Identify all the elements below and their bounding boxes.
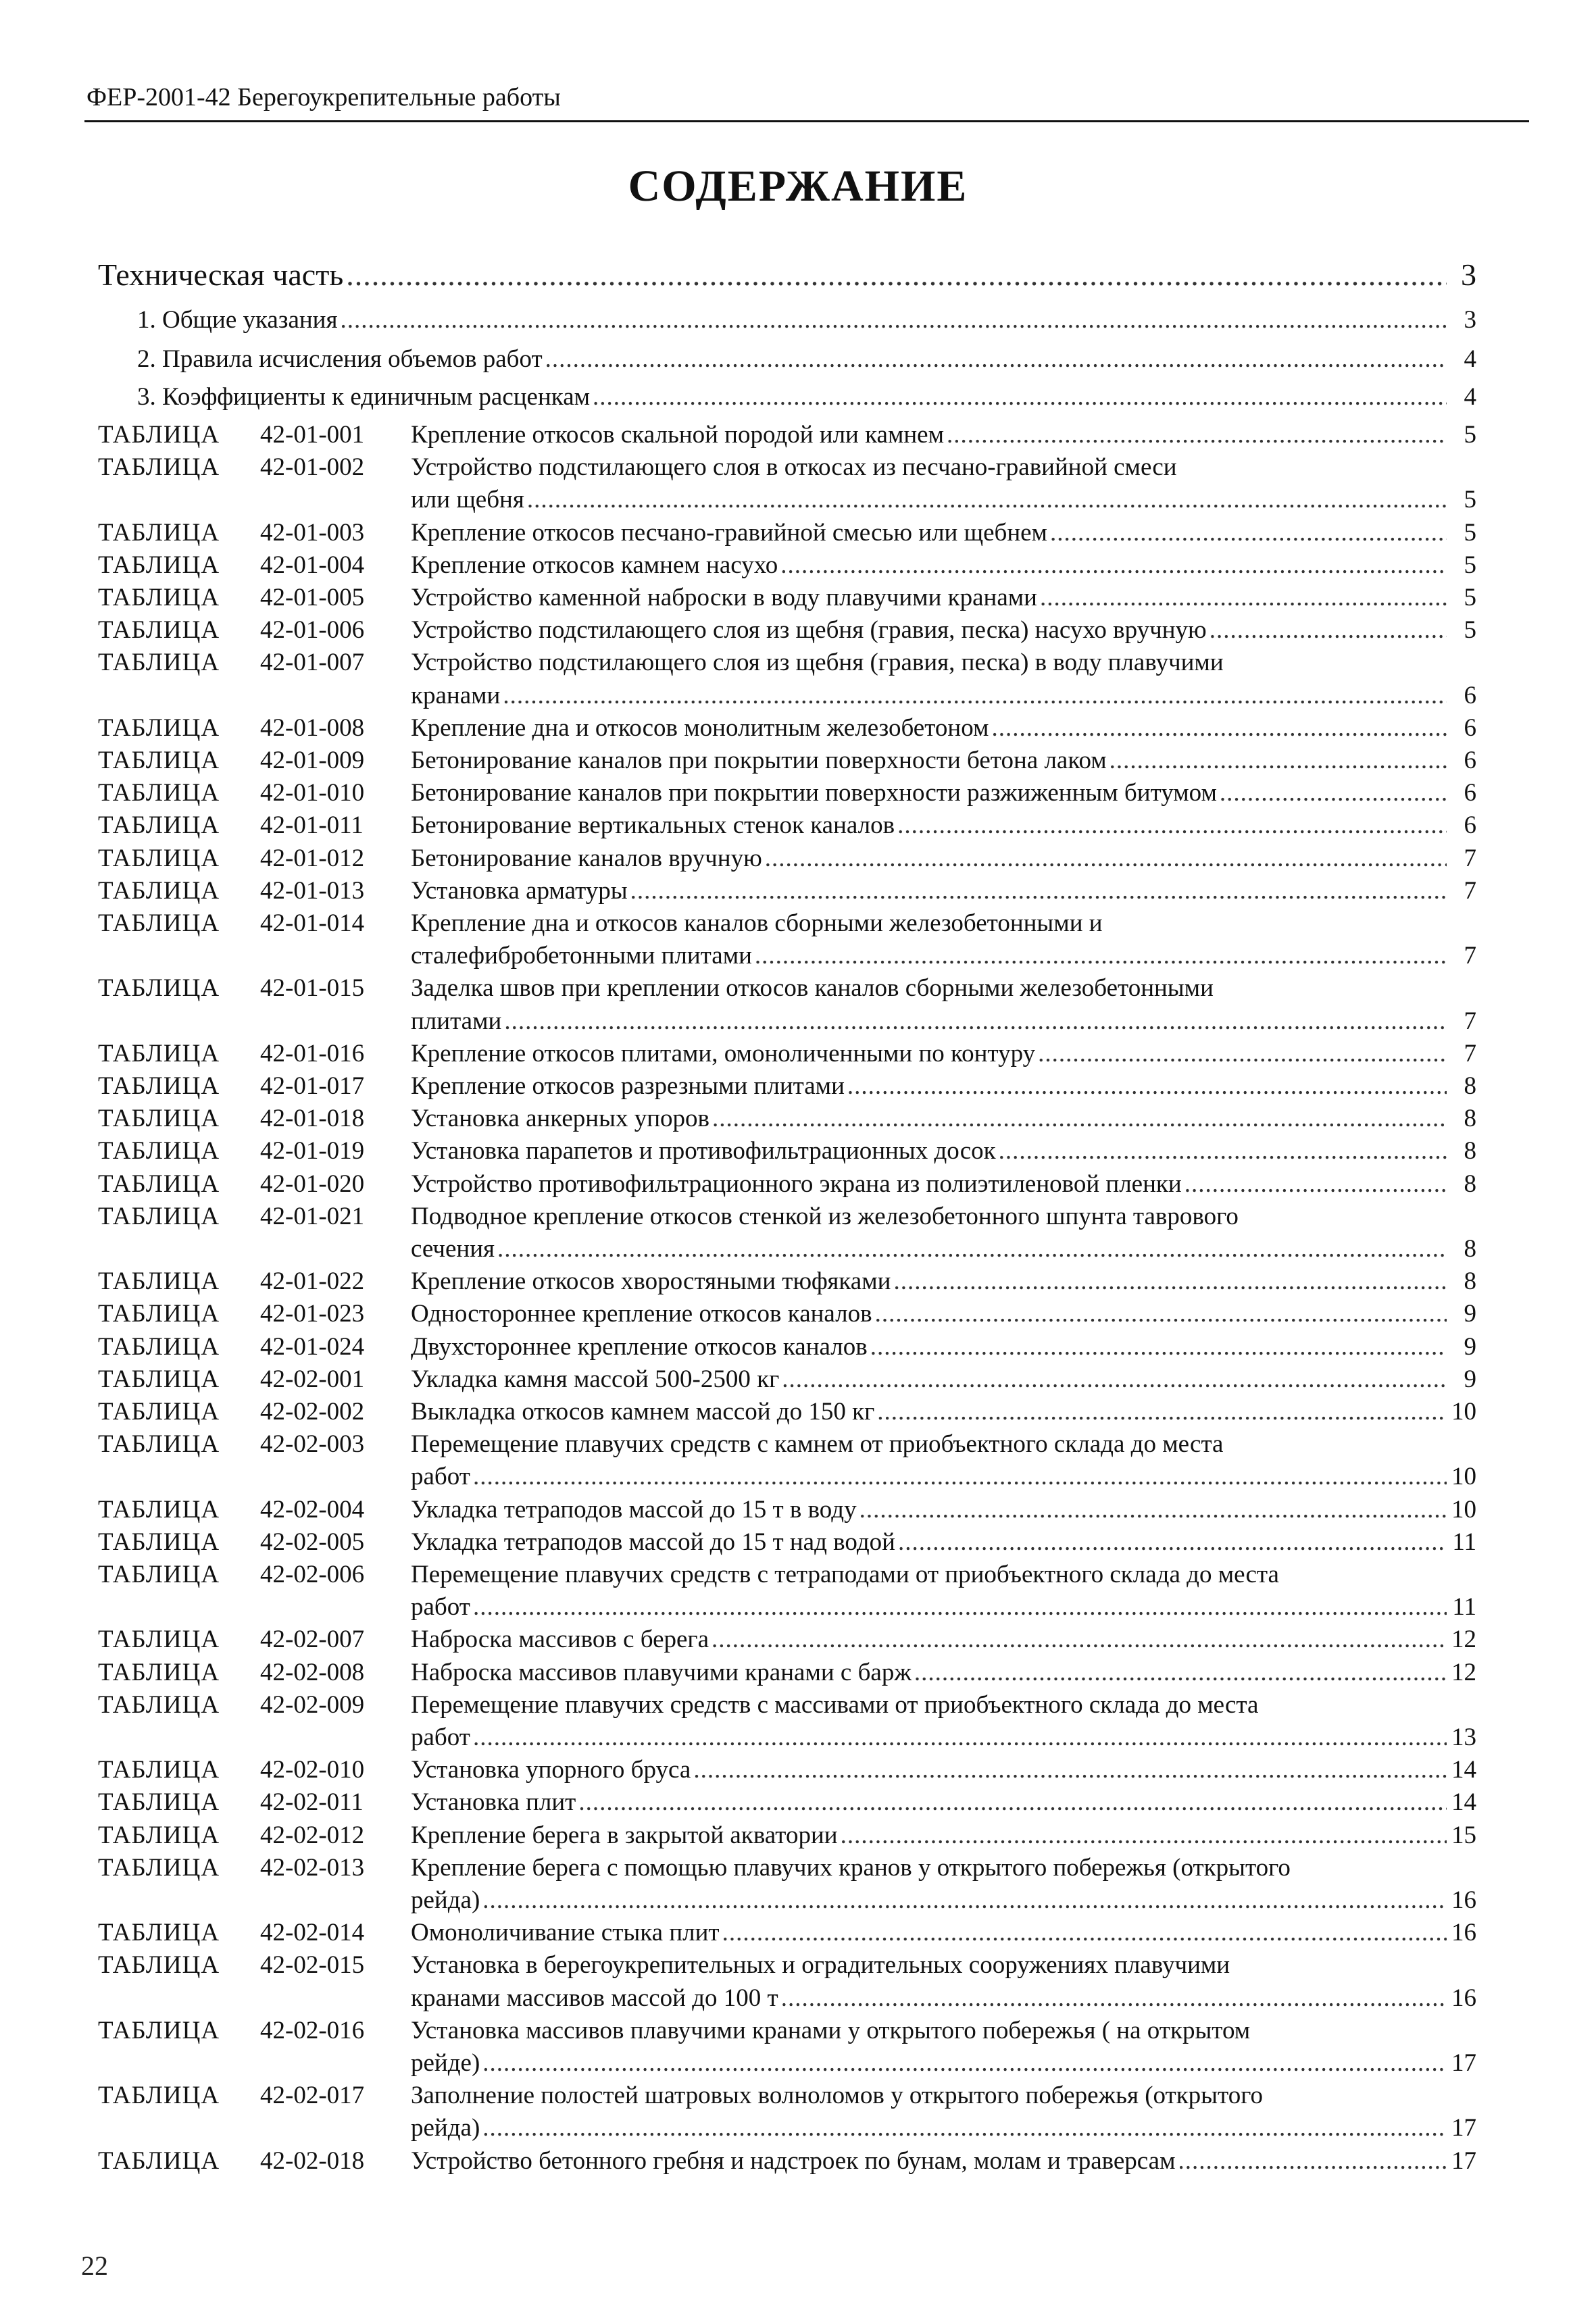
table-code: 42-01-013	[260, 876, 365, 905]
table-code: 42-02-004	[260, 1495, 365, 1524]
toc-entry-text: кранами массивов массой до 100 т	[411, 1984, 778, 2012]
dot-leader	[1109, 746, 1447, 775]
toc-entry-page: 11	[1452, 1528, 1476, 1556]
toc-entry-page: 11	[1452, 1593, 1476, 1621]
dot-leader	[504, 1007, 1447, 1036]
toc-section	[137, 345, 1476, 374]
toc-entry-page: 16	[1451, 1984, 1476, 2012]
table-label: ТАБЛИЦА	[98, 1528, 220, 1556]
table-code: 42-01-020	[260, 1169, 365, 1198]
table-label: ТАБЛИЦА	[98, 1169, 220, 1198]
table-code: 42-01-014	[260, 909, 365, 937]
toc-entry-text: плитами	[411, 1007, 502, 1035]
table-code: 42-02-011	[260, 1788, 364, 1817]
table-label: ТАБЛИЦА	[98, 1495, 220, 1524]
toc-entry	[411, 1918, 1476, 1947]
dot-leader	[755, 941, 1447, 970]
table-label: ТАБЛИЦА	[98, 1039, 220, 1067]
table-code: 42-02-018	[260, 2146, 365, 2175]
dot-leader	[1178, 2146, 1447, 2175]
dot-leader	[593, 382, 1447, 411]
toc-entry-page: 9	[1464, 1365, 1476, 1393]
toc-entry-text: Бетонирование каналов при покрытии поверхности разжиженным битумом	[411, 779, 1217, 807]
entry-title-line: Крепление дна и откосов каналов сборными железобетонными и	[411, 909, 1103, 937]
toc-entry	[411, 1788, 1476, 1817]
toc-entry-text: Установка парапетов и противофильтрационных досок	[411, 1137, 996, 1165]
dot-leader	[473, 1592, 1447, 1621]
dot-leader	[497, 1234, 1447, 1263]
toc-entry	[411, 713, 1476, 743]
toc-entry-text: работ	[411, 1593, 470, 1621]
toc-entry-page: 8	[1464, 1235, 1476, 1263]
dot-leader	[765, 844, 1447, 873]
entry-title-line: Устройство подстилающего слоя из щебня (гравия, песка) в воду плавучими	[411, 649, 1224, 677]
dot-leader	[482, 2113, 1447, 2142]
table-code: 42-02-012	[260, 1821, 365, 1849]
toc-entry-page: 6	[1464, 779, 1476, 807]
table-code: 42-02-003	[260, 1430, 365, 1459]
table-code: 42-01-016	[260, 1039, 365, 1067]
toc-entry-text: Крепление откосов разрезными плитами	[411, 1072, 845, 1100]
toc-entry-page: 14	[1451, 1756, 1476, 1784]
toc-entry-text: кранами	[411, 681, 501, 709]
dot-leader	[781, 1984, 1447, 2013]
toc-entry	[411, 2146, 1476, 2175]
table-code: 42-01-004	[260, 551, 365, 579]
dot-leader	[722, 1918, 1447, 1947]
table-code: 42-01-008	[260, 713, 365, 742]
toc-entry	[411, 1299, 1476, 1328]
table-label: ТАБЛИЦА	[98, 1430, 220, 1459]
toc-entry-text: Установка арматуры	[411, 876, 628, 905]
toc-entry	[411, 1365, 1476, 1394]
table-label: ТАБЛИЦА	[98, 713, 220, 742]
table-label: ТАБЛИЦА	[98, 2082, 220, 2110]
table-code: 42-01-022	[260, 1267, 365, 1296]
toc-entry-page: 5	[1464, 486, 1476, 514]
toc-entry-page: 17	[1451, 2114, 1476, 2142]
toc-section-page: 4	[1464, 383, 1476, 411]
toc-entry-page: 8	[1464, 1072, 1476, 1100]
table-code: 42-01-019	[260, 1137, 365, 1165]
toc-entry	[411, 518, 1476, 547]
dot-leader	[473, 1462, 1447, 1491]
dot-leader	[780, 551, 1447, 580]
toc-entry-page: 5	[1464, 518, 1476, 547]
entry-title-line: Крепление берега с помощью плавучих кранов у открытого побережья (открытого	[411, 1853, 1291, 1882]
toc-entry-text: Укладка тетраподов массой до 15 т в воду	[411, 1495, 857, 1524]
table-label: ТАБЛИЦА	[98, 1788, 220, 1817]
toc-entry	[411, 2113, 1476, 2142]
toc-entry-text: Устройство бетонного гребня и надстроек по бунам, молам и траверсам	[411, 2146, 1176, 2175]
page-title: СОДЕРЖАНИЕ	[628, 161, 968, 211]
toc-entry-page: 6	[1464, 681, 1476, 709]
entry-title-line: Перемещение плавучих средств с тетраподами от приобъектного склада до места	[411, 1561, 1279, 1588]
table-label: ТАБЛИЦА	[98, 1690, 220, 1719]
toc-entry-text: работ	[411, 1463, 470, 1491]
table-label: ТАБЛИЦА	[98, 1398, 220, 1426]
toc-entry-page: 5	[1464, 421, 1476, 449]
entry-title-line: Подводное крепление откосов стенкой из железобетонного шпунта таврового	[411, 1202, 1239, 1230]
toc-entry-page: 5	[1464, 584, 1476, 611]
toc-entry-page: 8	[1464, 1169, 1476, 1198]
toc-entry	[411, 746, 1476, 775]
toc-entry	[411, 1625, 1476, 1654]
toc-entry	[411, 1528, 1476, 1557]
toc-entry-text: Установка упорного бруса	[411, 1756, 691, 1784]
entry-title-line: Установка массивов плавучими кранами у открытого побережья ( на открытом	[411, 2016, 1251, 2044]
toc-entry-page: 6	[1464, 811, 1476, 840]
entry-title-line: Установка в берегоукрепительных и оградительных сооружениях плавучими	[411, 1951, 1230, 1980]
dot-leader	[897, 811, 1447, 840]
table-label: ТАБЛИЦА	[98, 876, 220, 905]
toc-entry-text: рейде)	[411, 2049, 480, 2077]
toc-entry	[411, 1755, 1476, 1784]
table-label: ТАБЛИЦА	[98, 551, 220, 579]
toc-entry-page: 5	[1464, 616, 1476, 645]
toc-section-text: 1. Общие указания	[137, 306, 338, 334]
toc-entry	[411, 1104, 1476, 1133]
toc-entry-text: Устройство противофильтрационного экрана из полиэтиленовой пленки	[411, 1169, 1182, 1198]
table-code: 42-01-012	[260, 844, 365, 872]
toc-entry-text: Двухстороннее крепление откосов каналов	[411, 1332, 868, 1361]
entry-title-line: Заделка швов при креплении откосов каналов сборными железобетонными	[411, 974, 1214, 1003]
toc-entry-text: Крепление откосов камнем насухо	[411, 551, 778, 579]
toc-entry	[411, 778, 1476, 807]
table-code: 42-01-007	[260, 649, 365, 677]
toc-entry-text: Крепление берега в закрытой акватории	[411, 1821, 838, 1849]
dot-leader	[999, 1136, 1447, 1165]
table-code: 42-01-017	[260, 1072, 365, 1100]
table-code: 42-02-002	[260, 1398, 365, 1426]
dot-leader	[1184, 1169, 1447, 1199]
toc-entry-text: Устройство каменной наброски в воду плавучими кранами	[411, 584, 1037, 611]
toc-entry	[411, 1332, 1476, 1361]
toc-entry-text: Наброска массивов плавучими кранами с барж	[411, 1658, 912, 1686]
dot-leader	[1040, 583, 1447, 612]
dot-leader	[1050, 518, 1447, 547]
toc-entry	[411, 485, 1476, 514]
table-label: ТАБЛИЦА	[98, 1365, 220, 1393]
toc-entry-text: Бетонирование каналов при покрытии поверхности бетона лаком	[411, 747, 1107, 774]
dot-leader	[578, 1788, 1447, 1817]
table-label: ТАБЛИЦА	[98, 421, 220, 449]
toc-entry-text: Крепление дна и откосов монолитным железобетоном	[411, 713, 989, 742]
toc-entry-text: Бетонирование вертикальных стенок каналов	[411, 811, 895, 840]
toc-entry-text: Одностороннее крепление откосов каналов	[411, 1300, 872, 1328]
page-number: 22	[81, 2250, 108, 2281]
table-label: ТАБЛИЦА	[98, 616, 220, 645]
table-label: ТАБЛИЦА	[98, 974, 220, 1003]
table-label: ТАБЛИЦА	[98, 518, 220, 547]
dot-leader	[341, 305, 1447, 334]
toc-entry-page: 16	[1451, 1886, 1476, 1914]
table-label: ТАБЛИЦА	[98, 2016, 220, 2044]
toc-entry-page: 10	[1451, 1398, 1476, 1426]
toc-entry-page: 9	[1464, 1332, 1476, 1361]
table-label: ТАБЛИЦА	[98, 1951, 220, 1980]
toc-entry-text: Бетонирование каналов вручную	[411, 844, 762, 872]
dot-leader	[482, 2048, 1447, 2078]
table-label: ТАБЛИЦА	[98, 1267, 220, 1296]
dot-leader	[630, 876, 1447, 905]
table-label: ТАБЛИЦА	[98, 1300, 220, 1328]
table-label: ТАБЛИЦА	[98, 1658, 220, 1686]
entry-title-line: Перемещение плавучих средств с камнем от приобъектного склада до места	[411, 1430, 1224, 1459]
table-code: 42-02-015	[260, 1951, 365, 1980]
dot-leader	[782, 1365, 1447, 1394]
toc-section-page: 3	[1464, 306, 1476, 334]
toc-entry-text: Крепление откосов плитами, омоноличенными по контуру	[411, 1039, 1036, 1067]
toc-entry-page: 17	[1451, 2146, 1476, 2175]
table-label: ТАБЛИЦА	[98, 649, 220, 677]
toc-entry-page: 9	[1464, 1300, 1476, 1328]
toc-entry	[411, 1136, 1476, 1165]
dot-leader	[482, 1886, 1447, 1915]
table-code: 42-01-006	[260, 616, 365, 645]
entry-title-line: Перемещение плавучих средств с массивами от приобъектного склада до места	[411, 1690, 1259, 1719]
table-code: 42-01-005	[260, 584, 365, 611]
toc-section-text: 3. Коэффициенты к единичным расценкам	[137, 383, 591, 411]
toc-entry	[411, 1072, 1476, 1101]
toc-entry-text: Устройство подстилающего слоя из щебня (гравия, песка) насухо вручную	[411, 616, 1207, 645]
toc-entry-page: 6	[1464, 713, 1476, 742]
entry-title-line: Устройство подстилающего слоя в откосах из песчано-гравийной смеси	[411, 453, 1177, 482]
table-code: 42-01-018	[260, 1105, 365, 1133]
toc-entry-text: рейда)	[411, 2114, 480, 2142]
toc-entry-page: 7	[1464, 942, 1476, 970]
table-label: ТАБЛИЦА	[98, 747, 220, 774]
dot-leader	[1210, 615, 1447, 645]
toc-entry	[411, 2048, 1476, 2078]
toc-entry-page: 17	[1451, 2049, 1476, 2077]
toc-entry	[411, 1723, 1476, 1752]
toc-entry-text: или щебня	[411, 486, 524, 514]
table-code: 42-01-002	[260, 453, 365, 482]
table-label: ТАБЛИЦА	[98, 811, 220, 840]
toc-entry-text: Крепление откосов песчано-гравийной смесью или щебнем	[411, 518, 1047, 547]
dot-leader	[859, 1495, 1447, 1524]
toc-entry-page: 7	[1464, 1007, 1476, 1035]
table-code: 42-01-015	[260, 974, 365, 1003]
toc-entry-page: 7	[1464, 1039, 1476, 1067]
table-code: 42-02-010	[260, 1756, 365, 1784]
table-label: ТАБЛИЦА	[98, 1821, 220, 1849]
toc-entry-page: 8	[1464, 1267, 1476, 1296]
toc-entry-page: 6	[1464, 747, 1476, 774]
table-code: 42-01-023	[260, 1300, 365, 1328]
table-label: ТАБЛИЦА	[98, 1202, 220, 1230]
dot-leader	[503, 681, 1447, 710]
table-label: ТАБЛИЦА	[98, 1105, 220, 1133]
toc-entry	[411, 1886, 1476, 1915]
toc-entry	[411, 1592, 1476, 1621]
toc-section	[137, 382, 1476, 411]
dot-leader	[875, 1299, 1447, 1328]
toc-entry	[411, 1658, 1476, 1687]
dot-leader	[914, 1658, 1447, 1687]
dot-leader	[693, 1755, 1447, 1784]
toc-entry-text: Установка анкерных упоров	[411, 1105, 709, 1133]
dot-leader	[870, 1332, 1447, 1361]
dot-leader	[346, 257, 1447, 293]
table-code: 42-02-017	[260, 2082, 365, 2110]
table-code: 42-01-001	[260, 421, 365, 449]
dot-leader	[712, 1104, 1447, 1133]
table-code: 42-02-016	[260, 2016, 365, 2044]
toc-entry-text: Омоноличивание стыка плит	[411, 1919, 720, 1947]
table-label: ТАБЛИЦА	[98, 584, 220, 611]
table-code: 42-02-013	[260, 1853, 365, 1882]
toc-entry-text: сечения	[411, 1235, 495, 1263]
toc-entry-page: 14	[1451, 1788, 1476, 1817]
table-label: ТАБЛИЦА	[98, 844, 220, 872]
table-label: ТАБЛИЦА	[98, 1561, 220, 1588]
table-code: 42-02-001	[260, 1365, 365, 1393]
toc-tech-part-text: Техническая часть	[98, 257, 344, 292]
table-code: 42-01-011	[260, 811, 364, 840]
toc-section-page: 4	[1464, 345, 1476, 373]
entry-title-line: Заполнение полостей шатровых волноломов у открытого побережья (открытого	[411, 2082, 1263, 2110]
toc-tech-part-page: 3	[1461, 257, 1476, 292]
table-label: ТАБЛИЦА	[98, 1626, 220, 1654]
dot-leader	[841, 1821, 1447, 1850]
toc-entry	[411, 811, 1476, 840]
dot-leader	[527, 485, 1447, 514]
toc-entry	[411, 941, 1476, 970]
toc-entry-text: сталефибробетонными плитами	[411, 942, 752, 970]
header-title: ФЕР-2001-42 Берегоукрепительные работы	[86, 83, 561, 111]
table-label: ТАБЛИЦА	[98, 1332, 220, 1361]
table-code: 42-02-007	[260, 1626, 365, 1654]
toc-entry-page: 10	[1451, 1495, 1476, 1524]
toc-entry-page: 8	[1464, 1105, 1476, 1133]
toc-entry-text: Выкладка откосов камнем массой до 150 кг	[411, 1398, 875, 1426]
toc-entry	[411, 420, 1476, 449]
table-code: 42-02-008	[260, 1658, 365, 1686]
table-label: ТАБЛИЦА	[98, 1137, 220, 1165]
toc-entry-text: Крепление откосов хворостяными тюфяками	[411, 1267, 891, 1296]
table-label: ТАБЛИЦА	[98, 779, 220, 807]
table-label: ТАБЛИЦА	[98, 1919, 220, 1947]
toc-section-text: 2. Правила исчисления объемов работ	[137, 345, 543, 373]
table-code: 42-01-010	[260, 779, 365, 807]
toc-entry	[411, 1267, 1476, 1296]
toc-entry-page: 7	[1464, 844, 1476, 872]
toc-entry	[411, 1397, 1476, 1426]
toc-tech-part	[98, 257, 1476, 293]
toc-entry-text: Наброска массивов с берега	[411, 1626, 709, 1654]
toc-entry-page: 12	[1451, 1658, 1476, 1686]
table-code: 42-01-009	[260, 747, 365, 774]
toc-entry	[411, 1984, 1476, 2013]
toc-entry-page: 15	[1451, 1821, 1476, 1849]
toc-entry-text: работ	[411, 1724, 470, 1751]
dot-leader	[1220, 778, 1447, 807]
toc-entry	[411, 844, 1476, 873]
toc-entry	[411, 681, 1476, 710]
table-label: ТАБЛИЦА	[98, 453, 220, 482]
table-code: 42-01-021	[260, 1202, 365, 1230]
dot-leader	[1038, 1039, 1447, 1068]
toc-entry-text: Крепление откосов скальной породой или камнем	[411, 421, 944, 449]
table-label: ТАБЛИЦА	[98, 1853, 220, 1882]
dot-leader	[947, 420, 1447, 449]
toc-entry	[411, 1007, 1476, 1036]
toc-entry-page: 16	[1451, 1919, 1476, 1947]
toc-entry-page: 13	[1451, 1724, 1476, 1751]
toc-entry	[411, 1462, 1476, 1491]
dot-leader	[712, 1625, 1447, 1654]
dot-leader	[473, 1723, 1447, 1752]
toc-entry	[411, 1821, 1476, 1850]
table-code: 42-02-006	[260, 1561, 365, 1588]
dot-leader	[898, 1528, 1447, 1557]
table-label: ТАБЛИЦА	[98, 2146, 220, 2175]
toc-entry-text: Укладка камня массой 500-2500 кг	[411, 1365, 780, 1393]
toc-entry	[411, 551, 1476, 580]
toc-entry	[411, 615, 1476, 645]
toc-entry-text: рейда)	[411, 1886, 480, 1914]
toc-section	[137, 305, 1476, 334]
table-code: 42-02-005	[260, 1528, 365, 1556]
table-code: 42-02-014	[260, 1919, 365, 1947]
toc-entry-page: 8	[1464, 1137, 1476, 1165]
table-code: 42-01-003	[260, 518, 365, 547]
toc-entry-text: Укладка тетраподов массой до 15 т над водой	[411, 1528, 895, 1556]
toc-entry	[411, 876, 1476, 905]
table-code: 42-01-024	[260, 1332, 365, 1361]
table-label: ТАБЛИЦА	[98, 909, 220, 937]
dot-leader	[991, 713, 1447, 743]
toc-entry-page: 10	[1451, 1463, 1476, 1491]
dot-leader	[545, 345, 1447, 374]
dot-leader	[847, 1072, 1447, 1101]
toc-entry	[411, 1169, 1476, 1199]
toc-entry-page: 7	[1464, 876, 1476, 905]
table-code: 42-02-009	[260, 1690, 365, 1719]
toc-entry	[411, 1495, 1476, 1524]
toc-entry-page: 12	[1451, 1626, 1476, 1654]
dot-leader	[877, 1397, 1447, 1426]
toc-entry	[411, 1234, 1476, 1263]
table-label: ТАБЛИЦА	[98, 1756, 220, 1784]
toc-entry-page: 5	[1464, 551, 1476, 579]
toc-entry-text: Установка плит	[411, 1788, 576, 1817]
toc-entry	[411, 1039, 1476, 1068]
toc-entry	[411, 583, 1476, 612]
table-label: ТАБЛИЦА	[98, 1072, 220, 1100]
dot-leader	[893, 1267, 1447, 1296]
